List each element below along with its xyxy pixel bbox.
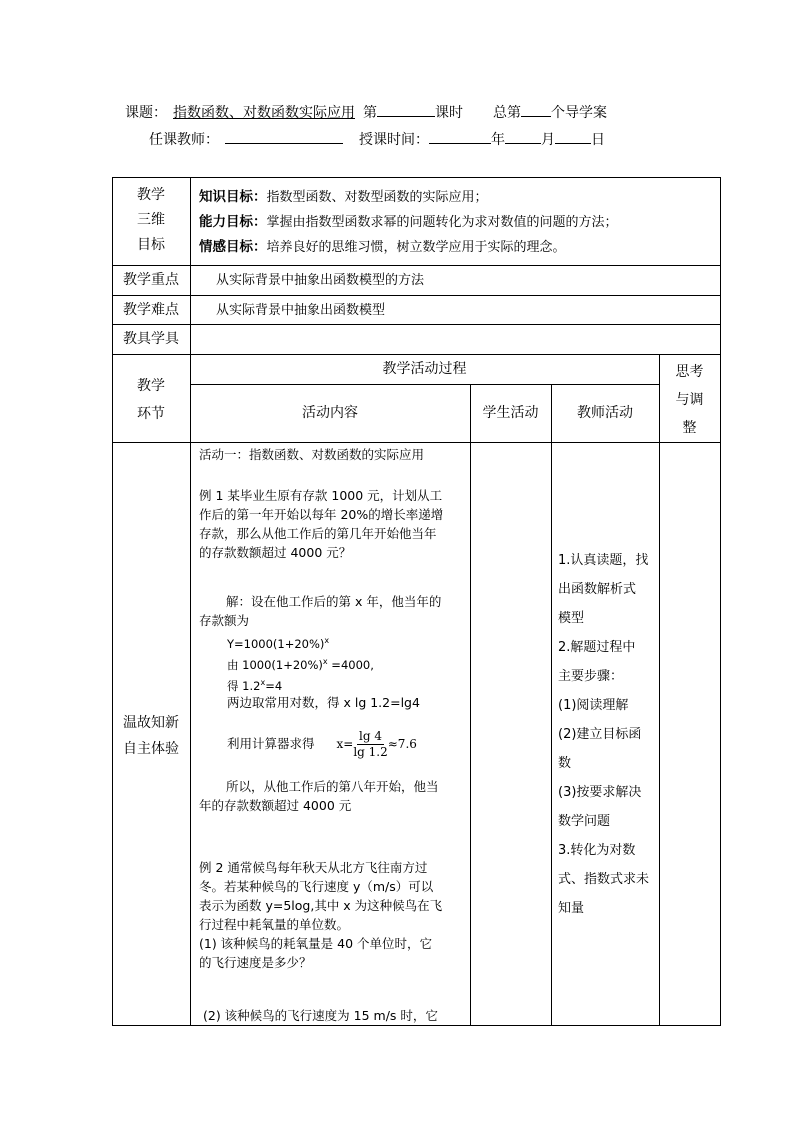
key-point-label: 教学重点: [123, 272, 179, 288]
equation-exponent: x: [324, 636, 330, 645]
equation-3: [227, 674, 420, 695]
period-prefix: 第: [363, 105, 377, 121]
col-content-header: 活动内容: [302, 405, 358, 421]
teacher-step: (1)阅读理解: [558, 698, 629, 713]
total-suffix: 个导学案: [551, 105, 607, 121]
calc-prefix: 利用计算器求得: [227, 736, 315, 751]
col-divider: [470, 384, 471, 1026]
table-bottom-border: [112, 1025, 721, 1026]
teacher-step: 知量: [558, 901, 585, 916]
period-suffix: 课时: [435, 105, 463, 121]
example-2-line: 例 2 通常候鸟每年秋天从北方飞往南方过: [199, 860, 428, 875]
solution-line: 解：设在他工作后的第 x 年，他当年的: [226, 594, 442, 609]
equation-text: Y=1000(1+20%): [227, 636, 325, 651]
section-stage-label: [112, 710, 190, 762]
teacher-step: 数: [558, 756, 572, 771]
teacher-step: 2.解题过程中: [558, 640, 636, 655]
conclusion: [199, 777, 439, 815]
stage-label: [112, 372, 190, 428]
equation-text: =4: [265, 678, 283, 693]
teacher-step: 数学问题: [558, 814, 611, 829]
reflect-label-line: 与调: [675, 392, 704, 408]
reflect-label-line: 整: [682, 420, 697, 436]
example-1-line: 作后的第一年开始以每年 20%的增长率递增: [199, 507, 444, 522]
objective-ability: [199, 210, 618, 235]
stage-label-line: 教学: [137, 378, 165, 394]
calculator-result: [227, 728, 417, 760]
process-title: 教学活动过程: [382, 361, 467, 377]
calc-result: ≈7.6: [387, 737, 417, 751]
row-divider: [112, 354, 721, 355]
row-divider: [112, 265, 721, 266]
equation-4: 两边取常用对数，得 x lg 1.2=lg4: [227, 695, 420, 711]
year-label: 年: [491, 132, 505, 148]
key-point-text: 从实际背景中抽象出函数模型的方法: [216, 273, 425, 288]
teacher-step: (2)建立目标函: [558, 727, 642, 742]
teacher-blank: [225, 129, 343, 144]
fraction-numerator: lg 4: [359, 729, 383, 743]
objective-knowledge: [199, 185, 618, 210]
calc-x: x=: [336, 737, 354, 751]
header-line-1: [125, 102, 607, 122]
example-2-line: 的飞行速度是多少？: [199, 955, 312, 970]
section-stage-line: 自主体验: [123, 741, 179, 757]
difficulty-label: 教学难点: [123, 302, 179, 318]
objective-title: 情感目标：: [199, 239, 267, 255]
topic-title: 指数函数、对数函数实际应用: [173, 105, 355, 121]
row-divider: [112, 295, 721, 296]
objective-text: 掌握由指数型函数求幂的问题转化为求对数值的问题的方法；: [266, 215, 618, 230]
teacher-step: (3)按要求解决: [558, 785, 642, 800]
col-teacher-header: 教师活动: [577, 405, 633, 421]
row-divider: [190, 384, 659, 385]
example-1: [199, 486, 443, 562]
example-2: [199, 858, 442, 972]
log-fraction: [353, 729, 387, 760]
total-prefix: 总第: [493, 105, 521, 121]
example-1-line: 存款，那么从他工作后的第几年开始他当年: [199, 526, 437, 541]
example-2-line: 行过程中耗氧量的单位数。: [199, 917, 350, 932]
equation-text: 由 1000(1+20%): [227, 657, 323, 672]
question-2: (2) 该种候鸟的飞行速度为 15 m/s 时，它: [203, 1008, 438, 1023]
month-blank: [505, 129, 541, 144]
example-1-line: 例 1 某毕业生原有存款 1000 元，计划从工: [199, 488, 443, 503]
section-stage-line: 温故知新: [123, 715, 179, 731]
equation-text: =4000,: [327, 657, 374, 672]
example-2-line: 表示为函数 y=5log,其中 x 为这种候鸟在飞: [199, 898, 443, 913]
stage-label-line: 环节: [137, 406, 165, 422]
example-2-line: 冬。若某种候鸟的飞行速度 y（m/s）可以: [199, 879, 434, 894]
objectives-label: [112, 183, 190, 258]
day-blank: [555, 129, 591, 144]
time-label: 授课时间：: [359, 132, 429, 148]
year-blank: [429, 129, 491, 144]
activity-title: 活动一：指数函数、对数函数的实际应用: [199, 447, 425, 462]
teacher-step: 式、指数式求未: [558, 872, 650, 887]
col-divider: [190, 177, 191, 1026]
solution: [199, 592, 441, 630]
row-divider: [112, 442, 721, 443]
col-divider: [659, 354, 660, 1026]
objectives-label-line: 教学: [137, 187, 165, 203]
teacher-steps: [558, 546, 649, 923]
objectives-list: [199, 185, 618, 260]
header-line-2: [149, 129, 605, 149]
equation-exponent: x: [322, 656, 328, 666]
col-student-header: 学生活动: [482, 405, 539, 421]
objective-title: 知识目标：: [199, 189, 267, 205]
col-divider: [551, 384, 552, 1026]
topic-label: 课题：: [125, 105, 167, 121]
teacher-label: 任课教师：: [149, 132, 219, 148]
total-blank: [521, 102, 551, 117]
equation-2: [227, 653, 420, 674]
teacher-step: 出函数解析式: [558, 582, 637, 597]
month-label: 月: [541, 132, 555, 148]
fraction-denominator: lg 1.2: [353, 745, 388, 759]
teacher-step: 1.认真读题，找: [558, 553, 649, 568]
equation-1: [227, 632, 420, 653]
reflect-label: [659, 358, 720, 442]
objective-emotion: [199, 235, 618, 260]
row-divider: [112, 324, 721, 325]
objectives-label-line: 三维: [137, 212, 165, 228]
objective-text: 培养良好的思维习惯，树立数学应用于实际的理念。: [266, 240, 566, 255]
example-1-line: 的存款数额超过 4000 元？: [199, 545, 352, 560]
teacher-step: 主要步骤：: [558, 669, 624, 684]
objective-title: 能力目标：: [199, 214, 267, 230]
solution-equations: [227, 632, 420, 712]
conclusion-line: 所以，从他工作后的第八年开始，他当: [226, 779, 439, 794]
objectives-label-line: 目标: [137, 237, 165, 253]
teacher-step: 3.转化为对数: [558, 843, 636, 858]
col-divider: [720, 177, 721, 1026]
equation-text: 得 1.2: [227, 678, 261, 693]
tools-label: 教具学具: [123, 331, 179, 347]
difficulty-text: 从实际背景中抽象出函数模型: [216, 303, 386, 318]
day-label: 日: [591, 132, 605, 148]
teacher-step: 模型: [558, 611, 585, 626]
objective-text: 指数型函数、对数型函数的实际应用；: [266, 190, 488, 205]
solution-line: 存款额为: [199, 613, 250, 628]
reflect-label-line: 思考: [675, 364, 704, 380]
conclusion-line: 年的存款数额超过 4000 元: [199, 798, 352, 813]
equation-exponent: x: [260, 677, 266, 687]
example-2-line: (1) 该种候鸟的耗氧量是 40 个单位时，它: [199, 936, 433, 951]
table-top-border: [112, 177, 721, 178]
period-blank: [377, 102, 435, 117]
